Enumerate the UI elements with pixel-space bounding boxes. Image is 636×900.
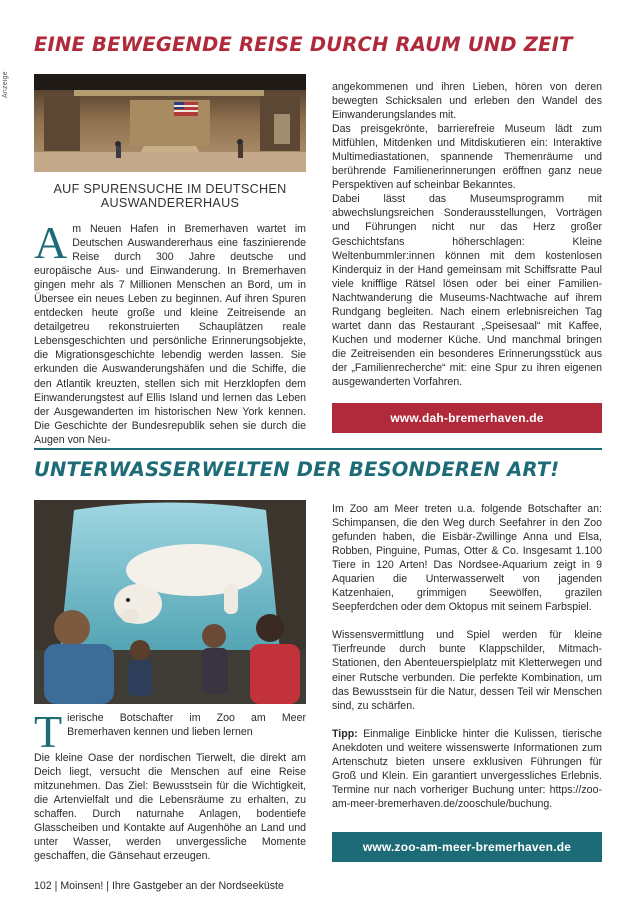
- museum-hall-photo: [34, 74, 306, 172]
- article2-paragraph: Wissensvermittlung und Spiel werden für kleine Tierfreunde durch bunte Klappschilder, Mitmach-Stationen, den Abenteuerspielplatz mit Kletterwegen und einer Rutsche verbunden. Die perfekte Kombination, um das Bewusstsein für die Natur, dessen Teil wir Menschen sind, zu schärfen.: [332, 629, 602, 712]
- article1-paragraph: Dabei lässt das Museumsprogramm mit abwechslungsreichen Sonderausstellungen, Vorträgen und Führungen nicht nur das Herz großer Geschichtsfans höherschlagen: Kleine Weltenbummler:innen können mit dem kostenlosen Kinderquiz in der Hand gemeinsam mit Schiffsratte Paul viele knifflige Rätsel lösen oder bei einer Familien-Nachtwanderung die Museums-Nachtwache auf ihrem Rundgang begleiten. Nach einem erlebnisreichen Tag wartet dann das Restaurant „Speisesaal“ mit Kaffee, Kuchen und moderner Küche. Und manchmal bringen die Zeitreisenden ein besonderes Erinnerungsstück aus der „Familienrecherche“ mit: eine Spur zu ihren eigenen ausgewanderten Vorfahren.: [332, 193, 602, 388]
- article2-left-column: [34, 706, 306, 863]
- dah-link-button[interactable]: www.dah-bremerhaven.de: [332, 403, 602, 433]
- zoo-link-button[interactable]: www.zoo-am-meer-bremerhaven.de: [332, 832, 602, 862]
- article2-intro: ierische Botschafter im Zoo am Meer Bremerhaven kennen und lieben lernen: [67, 712, 306, 739]
- dropcap-t: T: [34, 706, 63, 757]
- tip-label: Tipp:: [332, 727, 358, 740]
- section-divider: [34, 448, 602, 450]
- ad-label: Anzeige: [2, 71, 9, 98]
- article2-paragraph: Im Zoo am Meer treten u.a. folgende Botschafter an: Schimpansen, die den Weg durch Seefahrer in den Zoo gefunden haben, die Eisbär-Zwillinge Anna und Elsa, Robben, Pinguine, Pumas, Otter & Co. Insgesamt 1.100 Tiere in 120 Arten! Das Nordsee-Aquarium zeigt in 9 Aquarien die Unterwasserwelt von jagenden Katzenhaien, grimmigen Seewölfen, grazilen Seepferdchen oder dem Oktopus mit seinem Farbspiel.: [332, 503, 602, 614]
- article1-paragraph: Das preisgekrönte, barrierefreie Museum lädt zum Mitfühlen, Mitdenken und Mitdiskutieren ein: Interaktive Multimediastationen, spannende Themenräume und berührende Familienerinnerungen eröffnen ganz neue Perspektiven auf scheinbar Bekanntes.: [332, 123, 602, 192]
- polar-bear-aquarium-photo: [34, 500, 306, 704]
- article2-right-column: [332, 502, 602, 811]
- page-footer: 102 | Moinsen! | Ihre Gastgeber an der Nordseeküste: [34, 880, 284, 892]
- article1-left-column: [34, 217, 306, 447]
- tip-text: Einmalige Einblicke hinter die Kulissen, tierische Anekdoten und weitere wissenswerte Informationen zum Artenschutz bieten unsere exklusiven Führungen für Groß und Klein. Ein garantiert unvergessliches Erlebnis. Termine nur nach vorheriger Buchung unter: https://zoo-am-meer-bremerhaven.de/zooschule/buchung.: [332, 727, 602, 810]
- article1-paragraph: angekommenen und ihren Lieben, hören von deren bewegten Schicksalen und erleben den Wandel des Einwanderungslandes mit.: [332, 81, 602, 122]
- article2-title: UNTERWASSERWELTEN DER BESONDEREN ART!: [34, 458, 560, 481]
- dropcap-a: A: [34, 217, 68, 268]
- article2-left-text: Die kleine Oase der nordischen Tierwelt, die direkt am Deich liegt, versucht die Menschen auf eine Reise mitzunehmen. Das Ziel: Bewusstsein für die Wichtigkeit, die Artenvielfalt und die Lebensräume zu erhalten, zu schaffen. Durch naturnahe Anlagen, bodentiefe Glasscheiben und Kontakte auf Augenhöhe an Land und unter Wasser, werden unvergessliche Momente geschaffen, die Gänsehaut erzeugen.: [34, 752, 306, 863]
- article1-title: EINE BEWEGENDE REISE DURCH RAUM UND ZEIT: [34, 33, 573, 56]
- article1-right-column: [332, 80, 602, 389]
- article1-left-text: m Neuen Hafen in Bremerhaven wartet im Deutschen Auswandererhaus eine faszinierende Reise durch 300 Jahre deutsche und europäische Aus- und Einwanderung. In Bremerhaven gingen mehr als 7 Millionen Menschen an Bord, um in Übersee ein neues Leben zu beginnen. Auf ihren Spuren entdecken heute große und kleine Zeitreisende an detailgetreu rekonstruierten Schauplätzen reale Lebensgeschichten und persönliche Erinnerungsobjekte, die Migrationsgeschichte lebendig werden lassen. Sie erkunden die Auswanderungshäfen und die Schiffe, die den Atlantik kreuzten, stellen sich mit Herzklopfen dem Einwanderungstest auf Ellis Island und lernen das Leben der Ausgewanderten im historischen New York kennen. Die Geschichte der Bundesrepublik sehen sie durch die Augen von Neu-: [34, 223, 306, 446]
- article1-subtitle: AUF SPURENSUCHE IM DEUTSCHEN AUSWANDERERHAUS: [53, 182, 287, 210]
